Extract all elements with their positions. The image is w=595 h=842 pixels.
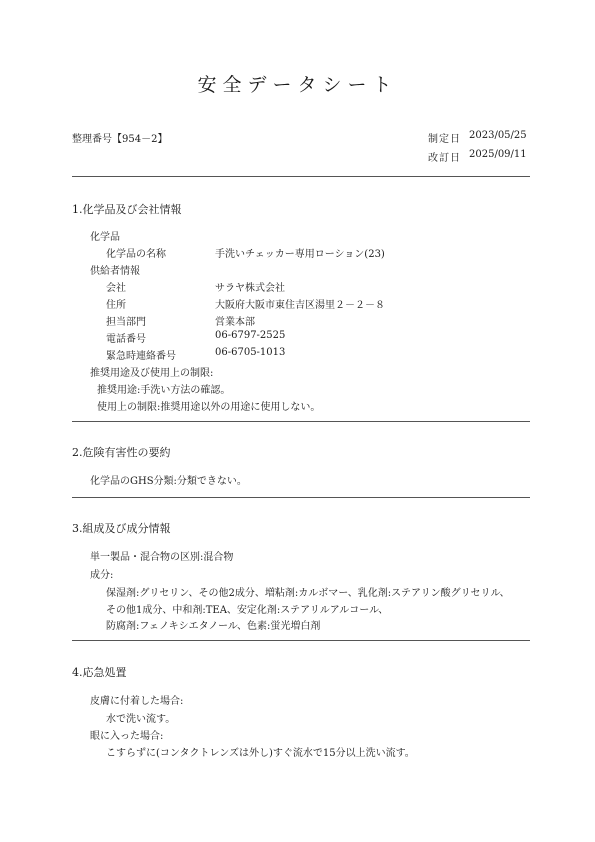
section-1-heading: 1.化学品及び会社情報 xyxy=(72,203,182,216)
created-date: 2023/05/25 xyxy=(469,130,527,141)
skin-contact-action: 水で洗い流す。 xyxy=(106,714,176,725)
chemical-label: 化学品 xyxy=(90,232,120,243)
revised-date: 2025/09/11 xyxy=(469,149,527,160)
revised-label: 改訂日 xyxy=(428,153,461,164)
phone-label: 電話番号 xyxy=(106,334,146,345)
components-label: 成分: xyxy=(90,570,114,581)
ghs-classification: 化学品のGHS分類:分類できない。 xyxy=(90,476,247,487)
skin-contact-label: 皮膚に付着した場合: xyxy=(90,696,184,707)
product-name-label: 化学品の名称 xyxy=(106,249,166,260)
section-2-heading: 2.危険有害性の要約 xyxy=(72,446,171,459)
use-heading: 推奨用途及び使用上の制限: xyxy=(90,368,214,379)
company-value: サラヤ株式会社 xyxy=(215,283,285,294)
emergency-phone-label: 緊急時連絡番号 xyxy=(106,351,176,362)
eye-contact-action: こすらずに(コンタクトレンズは外し)すぐ流水で15分以上洗い流す。 xyxy=(106,748,415,759)
department-value: 営業本部 xyxy=(215,317,255,328)
address-value: 大阪府大阪市東住吉区湯里２－２－８ xyxy=(215,300,385,311)
divider xyxy=(72,640,530,641)
document-title: 安全データシート xyxy=(197,74,398,96)
divider xyxy=(72,421,530,422)
supplier-label: 供給者情報 xyxy=(90,266,140,277)
eye-contact-label: 眼に入った場合: xyxy=(90,731,164,742)
product-type: 単一製品・混合物の区別:混合物 xyxy=(90,552,234,563)
address-label: 住所 xyxy=(106,300,126,311)
components-line-2: その他1成分、中和剤:TEA、安定化剤:ステアリルアルコール、 xyxy=(106,605,389,616)
use-restriction: 使用上の制限:推奨用途以外の用途に使用しない。 xyxy=(97,402,321,413)
recommended-use: 推奨用途:手洗い方法の確認。 xyxy=(97,385,231,396)
department-label: 担当部門 xyxy=(106,317,146,328)
company-label: 会社 xyxy=(106,283,126,294)
section-3-heading: 3.組成及び成分情報 xyxy=(72,522,171,535)
components-line-1: 保湿剤:グリセリン、その他2成分、増粘剤:カルボマー、乳化剤:ステアリン酸グリセリル、 xyxy=(106,588,510,599)
emergency-phone-value: 06-6705-1013 xyxy=(215,347,286,358)
created-label: 制定日 xyxy=(428,134,461,145)
control-number: 整理番号【954－2】 xyxy=(72,134,168,145)
section-4-heading: 4.応急処置 xyxy=(72,666,127,679)
divider xyxy=(72,497,530,498)
product-name-value: 手洗いチェッカー専用ローション(23) xyxy=(215,249,385,260)
components-line-3: 防腐剤:フェノキシエタノール、色素:蛍光増白剤 xyxy=(106,621,321,632)
divider xyxy=(72,176,530,177)
phone-value: 06-6797-2525 xyxy=(215,330,286,341)
